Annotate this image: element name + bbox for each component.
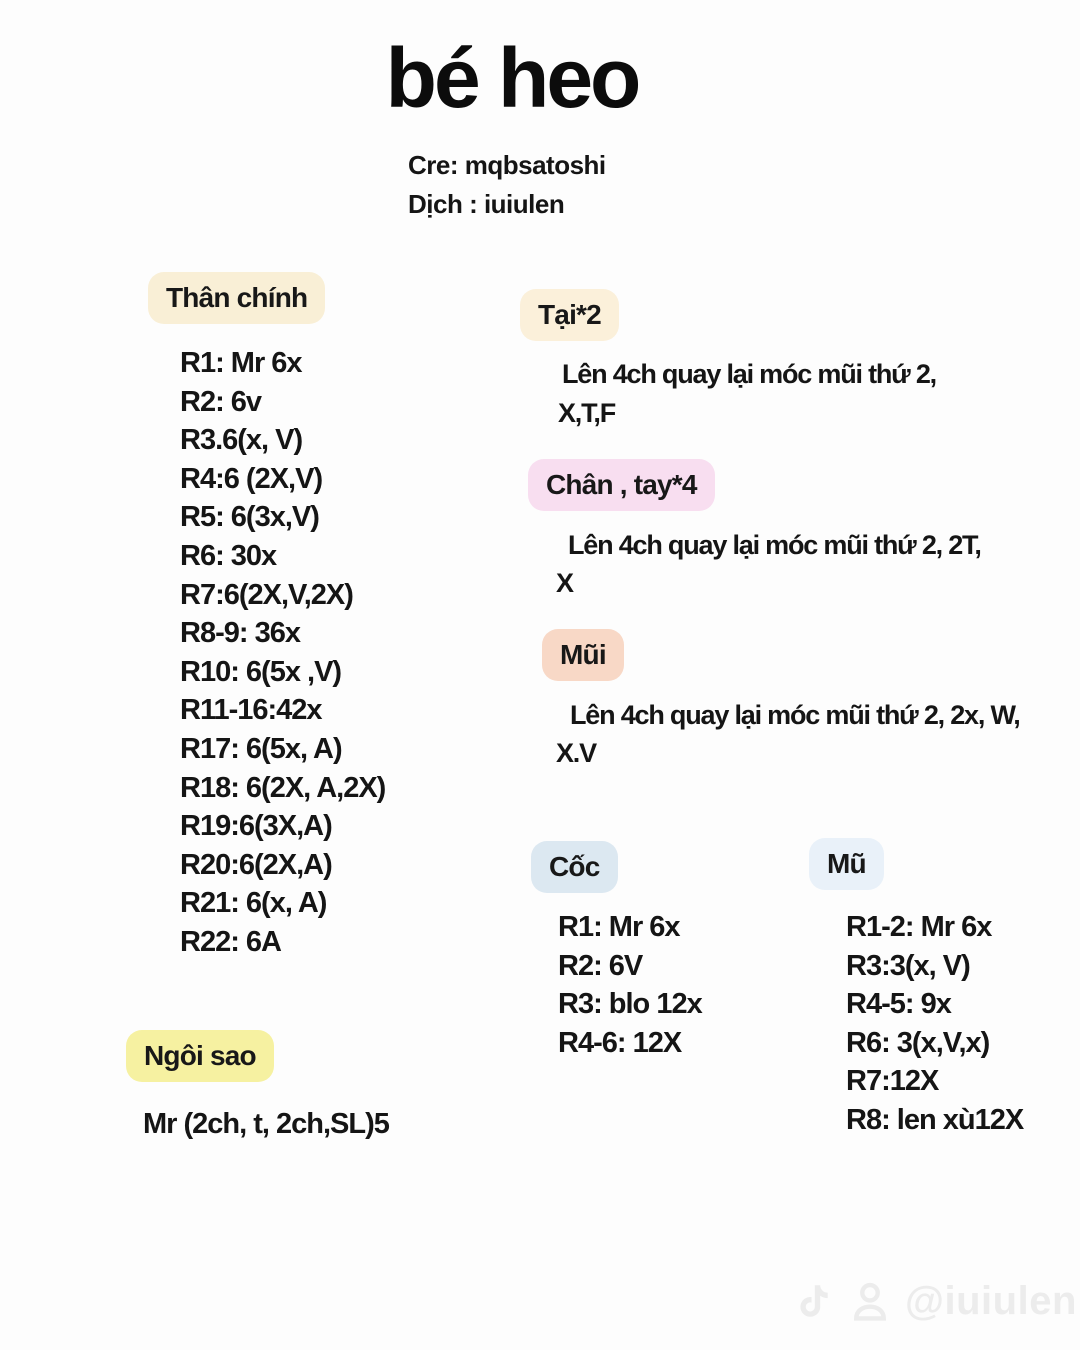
credit-creator: Cre: mqbsatoshi xyxy=(408,150,606,180)
section-badge-coc: Cốc xyxy=(531,841,618,893)
section-badge-than-chinh: Thân chính xyxy=(148,272,325,324)
user-icon xyxy=(848,1278,892,1324)
pattern-line: X xyxy=(556,568,573,598)
pattern-line: R1-2: Mr 6x xyxy=(846,911,992,943)
pattern-line: R3: blo 12x xyxy=(558,988,702,1021)
pattern-line: R22: 6A xyxy=(180,925,281,958)
pattern-line: Lên 4ch quay lại móc mũi thứ 2, 2x, W, xyxy=(570,700,1020,730)
pattern-line: R1: Mr 6x xyxy=(180,347,302,379)
pattern-line: Mr (2ch, t, 2ch,SL)5 xyxy=(143,1108,389,1140)
section-badge-mui: Mũi xyxy=(542,629,624,681)
pattern-line: R6: 30x xyxy=(180,539,277,572)
pattern-line: X.V xyxy=(556,738,596,768)
page-title: bé heo xyxy=(385,31,639,125)
pattern-line: R2: 6v xyxy=(180,385,262,418)
watermark xyxy=(793,1278,1077,1324)
pattern-line: R11-16:42x xyxy=(180,694,322,727)
pattern-line: R20:6(2X,A) xyxy=(180,848,332,881)
pattern-line: R17: 6(5x, A) xyxy=(180,732,342,765)
tiktok-icon xyxy=(793,1278,835,1324)
pattern-line: R18: 6(2X, A,2X) xyxy=(180,771,386,804)
pattern-line: Lên 4ch quay lại móc mũi thứ 2, 2T, xyxy=(568,530,981,560)
pattern-line: R3:3(x, V) xyxy=(846,949,970,982)
credit-translator: Dịch : iuiulen xyxy=(408,189,565,219)
than-chinh-lines xyxy=(180,344,385,962)
pattern-line: R5: 6(3x,V) xyxy=(180,501,319,534)
section-badge-ngoi-sao: Ngôi sao xyxy=(126,1030,274,1082)
pattern-line: R1: Mr 6x xyxy=(558,911,680,943)
section-badge-tai: Tại*2 xyxy=(520,289,619,341)
pattern-line: R8: len xù12X xyxy=(846,1103,1024,1136)
watermark-handle: @iuiulen xyxy=(905,1278,1077,1323)
pattern-line: R19:6(3X,A) xyxy=(180,810,332,843)
pattern-line: Lên 4ch quay lại móc mũi thứ 2, xyxy=(562,359,936,389)
credits xyxy=(408,146,606,224)
section-badge-mu: Mũ xyxy=(809,838,884,890)
pattern-line: R4-5: 9x xyxy=(846,988,951,1021)
pattern-line: X,T,F xyxy=(558,398,616,428)
pattern-line: R7:6(2X,V,2X) xyxy=(180,578,353,611)
pattern-line: R6: 3(x,V,x) xyxy=(846,1026,990,1059)
section-badge-chan-tay: Chân , tay*4 xyxy=(528,459,715,511)
coc-lines xyxy=(558,908,702,1062)
pattern-line: R3.6(x, V) xyxy=(180,424,303,457)
pattern-line: R4:6 (2X,V) xyxy=(180,462,323,495)
pattern-line: R2: 6V xyxy=(558,949,643,982)
pattern-line: R10: 6(5x ,V) xyxy=(180,655,342,688)
mu-lines xyxy=(846,908,1023,1140)
pattern-line: R4-6: 12X xyxy=(558,1026,682,1059)
pattern-line: R7:12X xyxy=(846,1065,939,1098)
pattern-line: R21: 6(x, A) xyxy=(180,887,327,920)
pattern-line: R8-9: 36x xyxy=(180,617,300,650)
